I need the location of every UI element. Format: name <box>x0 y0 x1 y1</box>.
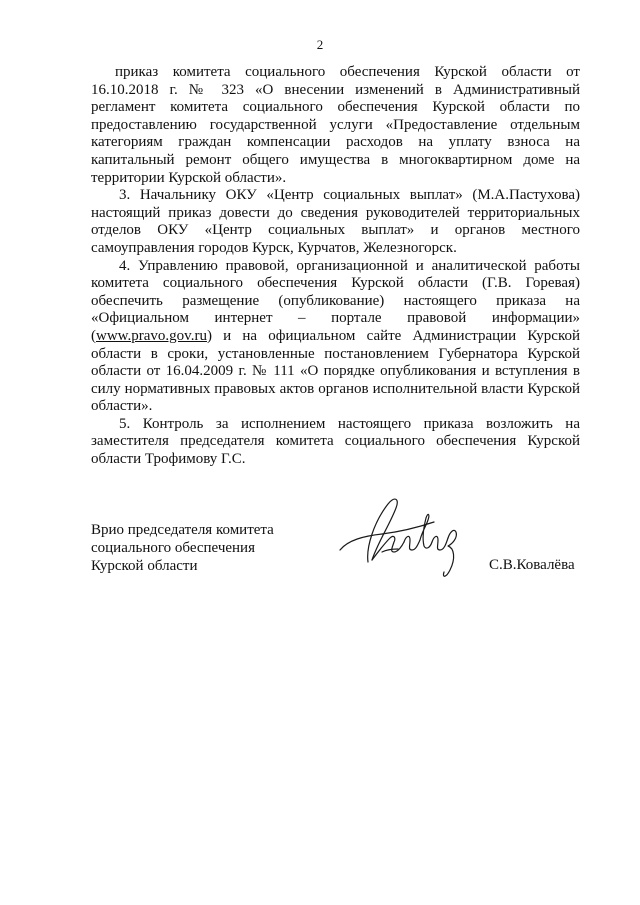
paragraph-text: 3. Начальнику ОКУ «Центр социальных выплат» (М.А.Пастухова) настоящий приказ довести до сведения руководителей территориальных отделов ОКУ «Центр социальных выплат» и органов местного самоуправления городов Курск, Курчатов, Железногорск. <box>91 187 580 256</box>
signer-position-line: социального обеспечения <box>91 540 255 556</box>
paragraph-text: 4. Управлению правовой, организационной и аналитической работы комитета социального обеспечения Курской области (Г.В. Горевая) обеспечить размещение (опубликование) настоящего приказа на «Официальном интернет – портале правовой информации» ( <box>91 257 580 344</box>
document-body <box>91 64 580 469</box>
signer-position <box>91 521 274 575</box>
paragraph-text: ) и на официальном сайте Администрации Курской области в сроки, установленные постановлением Губернатора Курской области от 16.04.2009 г. № 111 «О порядке опубликования и вступления в силу нормативных правовых актов органов исполнительной власти Курской области». <box>91 327 580 415</box>
pravo-gov-link[interactable]: www.pravo.gov.ru <box>96 327 207 344</box>
paragraph-item-4 <box>91 258 580 416</box>
signer-position-line: Врио председателя комитета <box>91 522 274 538</box>
paragraph-item-5 <box>91 416 580 469</box>
paragraph-item-3 <box>91 187 580 257</box>
paragraph-text: приказ комитета социального обеспечения Курской области от 16.10.2018 г. № 323 «О внесении изменений в Административный регламент комитета социального обеспечения Курской области по предоставлению государственной услуги «Предоставление отдельным категориям граждан компенсации расходов на уплату взноса на капитальный ремонт общего имущества в многоквартирном доме на территории Курской области». <box>91 64 580 186</box>
paragraph-prikaz-2018 <box>91 64 580 187</box>
signer-name: С.В.Ковалёва <box>489 557 575 573</box>
page-number: 2 <box>316 37 324 52</box>
paragraph-text: 5. Контроль за исполнением настоящего приказа возложить на заместителя председателя комитета социального обеспечения Курской области Трофимову Г.С. <box>91 415 580 468</box>
handwritten-signature <box>338 492 468 582</box>
signer-position-line: Курской области <box>91 558 198 574</box>
